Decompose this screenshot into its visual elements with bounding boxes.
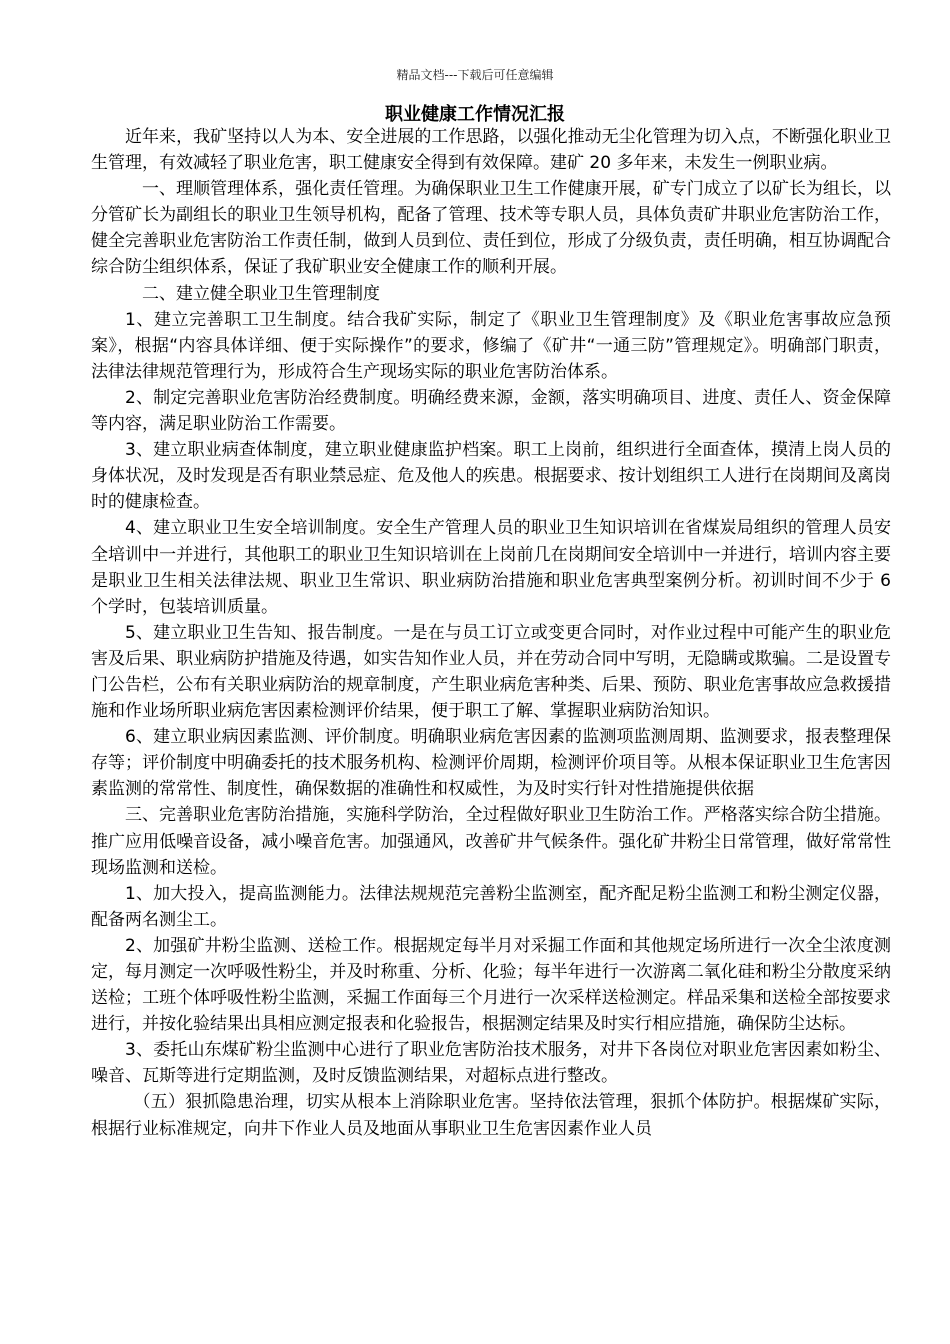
paragraph-item-3-3: 3、委托山东煤矿粉尘监测中心进行了职业危害防治技术服务，对井下各岗位对职业危害因素如粉尘、噪音、瓦斯等进行定期监测，及时反馈监测结果，对超标点进行整改。 (91, 1040, 891, 1087)
paragraph-item-2-6: 6、建立职业病因素监测、评价制度。明确职业病危害因素的监测项监测周期、监测要求，报表整理保存等；评价制度中明确委托的技术服务机构、检测评价周期，检测评价项目等。从根本保证职业卫生危害因素监测的常常性、制度性，确保数据的准确性和权威性，为及时实行针对性措施提供依据 (91, 727, 891, 800)
paragraph-item-2-2: 2、制定完善职业危害防治经费制度。明确经费来源，金额，落实明确项目、进度、责任人、资金保障等内容，满足职业防治工作需要。 (91, 387, 891, 435)
paragraph-item-2-5: 5、建立职业卫生告知、报告制度。一是在与员工订立或变更合同时，对作业过程中可能产生的职业危害及后果、职业病防护措施及待遇，如实告知作业人员，并在劳动合同中写明，无隐瞒或欺骗。二是设置专门公告栏，公布有关职业病防治的规章制度，产生职业病危害种类、后果、预防、职业危害事故应急救援措施和作业场所职业病危害因素检测评价结果，便于职工了解、掌握职业病防治知识。 (91, 622, 891, 722)
paragraph-section-5: （五）狠抓隐患治理，切实从根本上消除职业危害。坚持依法管理，狠抓个体防护。根据煤矿实际，根据行业标准规定，向井下作业人员及地面从事职业卫生危害因素作业人员 (91, 1092, 891, 1139)
paragraph-intro: 近年来，我矿坚持以人为本、安全进展的工作思路，以强化推动无尘化管理为切入点，不断强化职业卫生管理，有效减轻了职业危害，职工健康安全得到有效保障。建矿 20 多年来，未发生一例职业病。 (91, 127, 891, 174)
paragraph-item-2-3: 3、建立职业病查体制度，建立职业健康监护档案。职工上岗前，组织进行全面查体，摸清上岗人员的身体状况，及时发现是否有职业禁忌症、危及他人的疾患。根据要求、按计划组织工人进行在岗期间及离岗时的健康检查。 (91, 440, 891, 513)
paragraph-section-1: 一、理顺管理体系，强化责任管理。为确保职业卫生工作健康开展，矿专门成立了以矿长为组长，以分管矿长为副组长的职业卫生领导机构，配备了管理、技术等专职人员，具体负责矿井职业危害防治工作，健全完善职业危害防治工作责任制，做到人员到位、责任到位，形成了分级负责，责任明确，相互协调配合综合防尘组织体系，保证了我矿职业安全健康工作的顺利开展。 (91, 179, 891, 278)
document-body (91, 124, 891, 1142)
page-header: 精品文档---下载后可任意编辑 (396, 68, 554, 82)
paragraph-item-3-1: 1、加大投入，提高监测能力。法律法规规范完善粉尘监测室，配齐配足粉尘监测工和粉尘测定仪器，配备两名测尘工。 (91, 883, 891, 930)
paragraph-item-3-2: 2、加强矿井粉尘监测、送检工作。根据规定每半月对采掘工作面和其他规定场所进行一次全尘浓度测定，每月测定一次呼吸性粉尘，并及时称重、分析、化验；每半年进行一次游离二氧化硅和粉尘分散度采纳送检；工班个体呼吸性粉尘监测，采掘工作面每三个月进行一次采样送检测定。样品采集和送检全部按要求进行，并按化验结果出具相应测定报表和化验报告，根据测定结果及时实行相应措施，确保防尘达标。 (91, 935, 891, 1035)
paragraph-section-3: 三、完善职业危害防治措施，实施科学防治，全过程做好职业卫生防治工作。严格落实综合防尘措施。推广应用低噪音设备，减小噪音危害。加强通风，改善矿井气候条件。强化矿井粉尘日常管理，做好常常性现场监测和送检。 (91, 805, 891, 878)
paragraph-item-2-1: 1、建立完善职工卫生制度。结合我矿实际，制定了《职业卫生管理制度》及《职业危害事故应急预案》，根据“内容具体详细、便于实际操作”的要求，修编了《矿井“一通三防”管理规定》。明确部门职责，法律法律规范管理行为，形成符合生产现场实际的职业危害防治体系。 (91, 309, 891, 382)
paragraph-section-2-heading: 二、建立健全职业卫生管理制度 (142, 283, 380, 304)
document-title: 职业健康工作情况汇报 (385, 104, 565, 125)
paragraph-item-2-4: 4、建立职业卫生安全培训制度。安全生产管理人员的职业卫生知识培训在省煤炭局组织的管理人员安全培训中一并进行，其他职工的职业卫生知识培训在上岗前几在岗期间安全培训中一并进行，培训内容主要是职业卫生相关法律法规、职业卫生常识、职业病防治措施和职业危害典型案例分析。初训时间不少于 6 个学时，包装培训质量。 (91, 518, 891, 617)
